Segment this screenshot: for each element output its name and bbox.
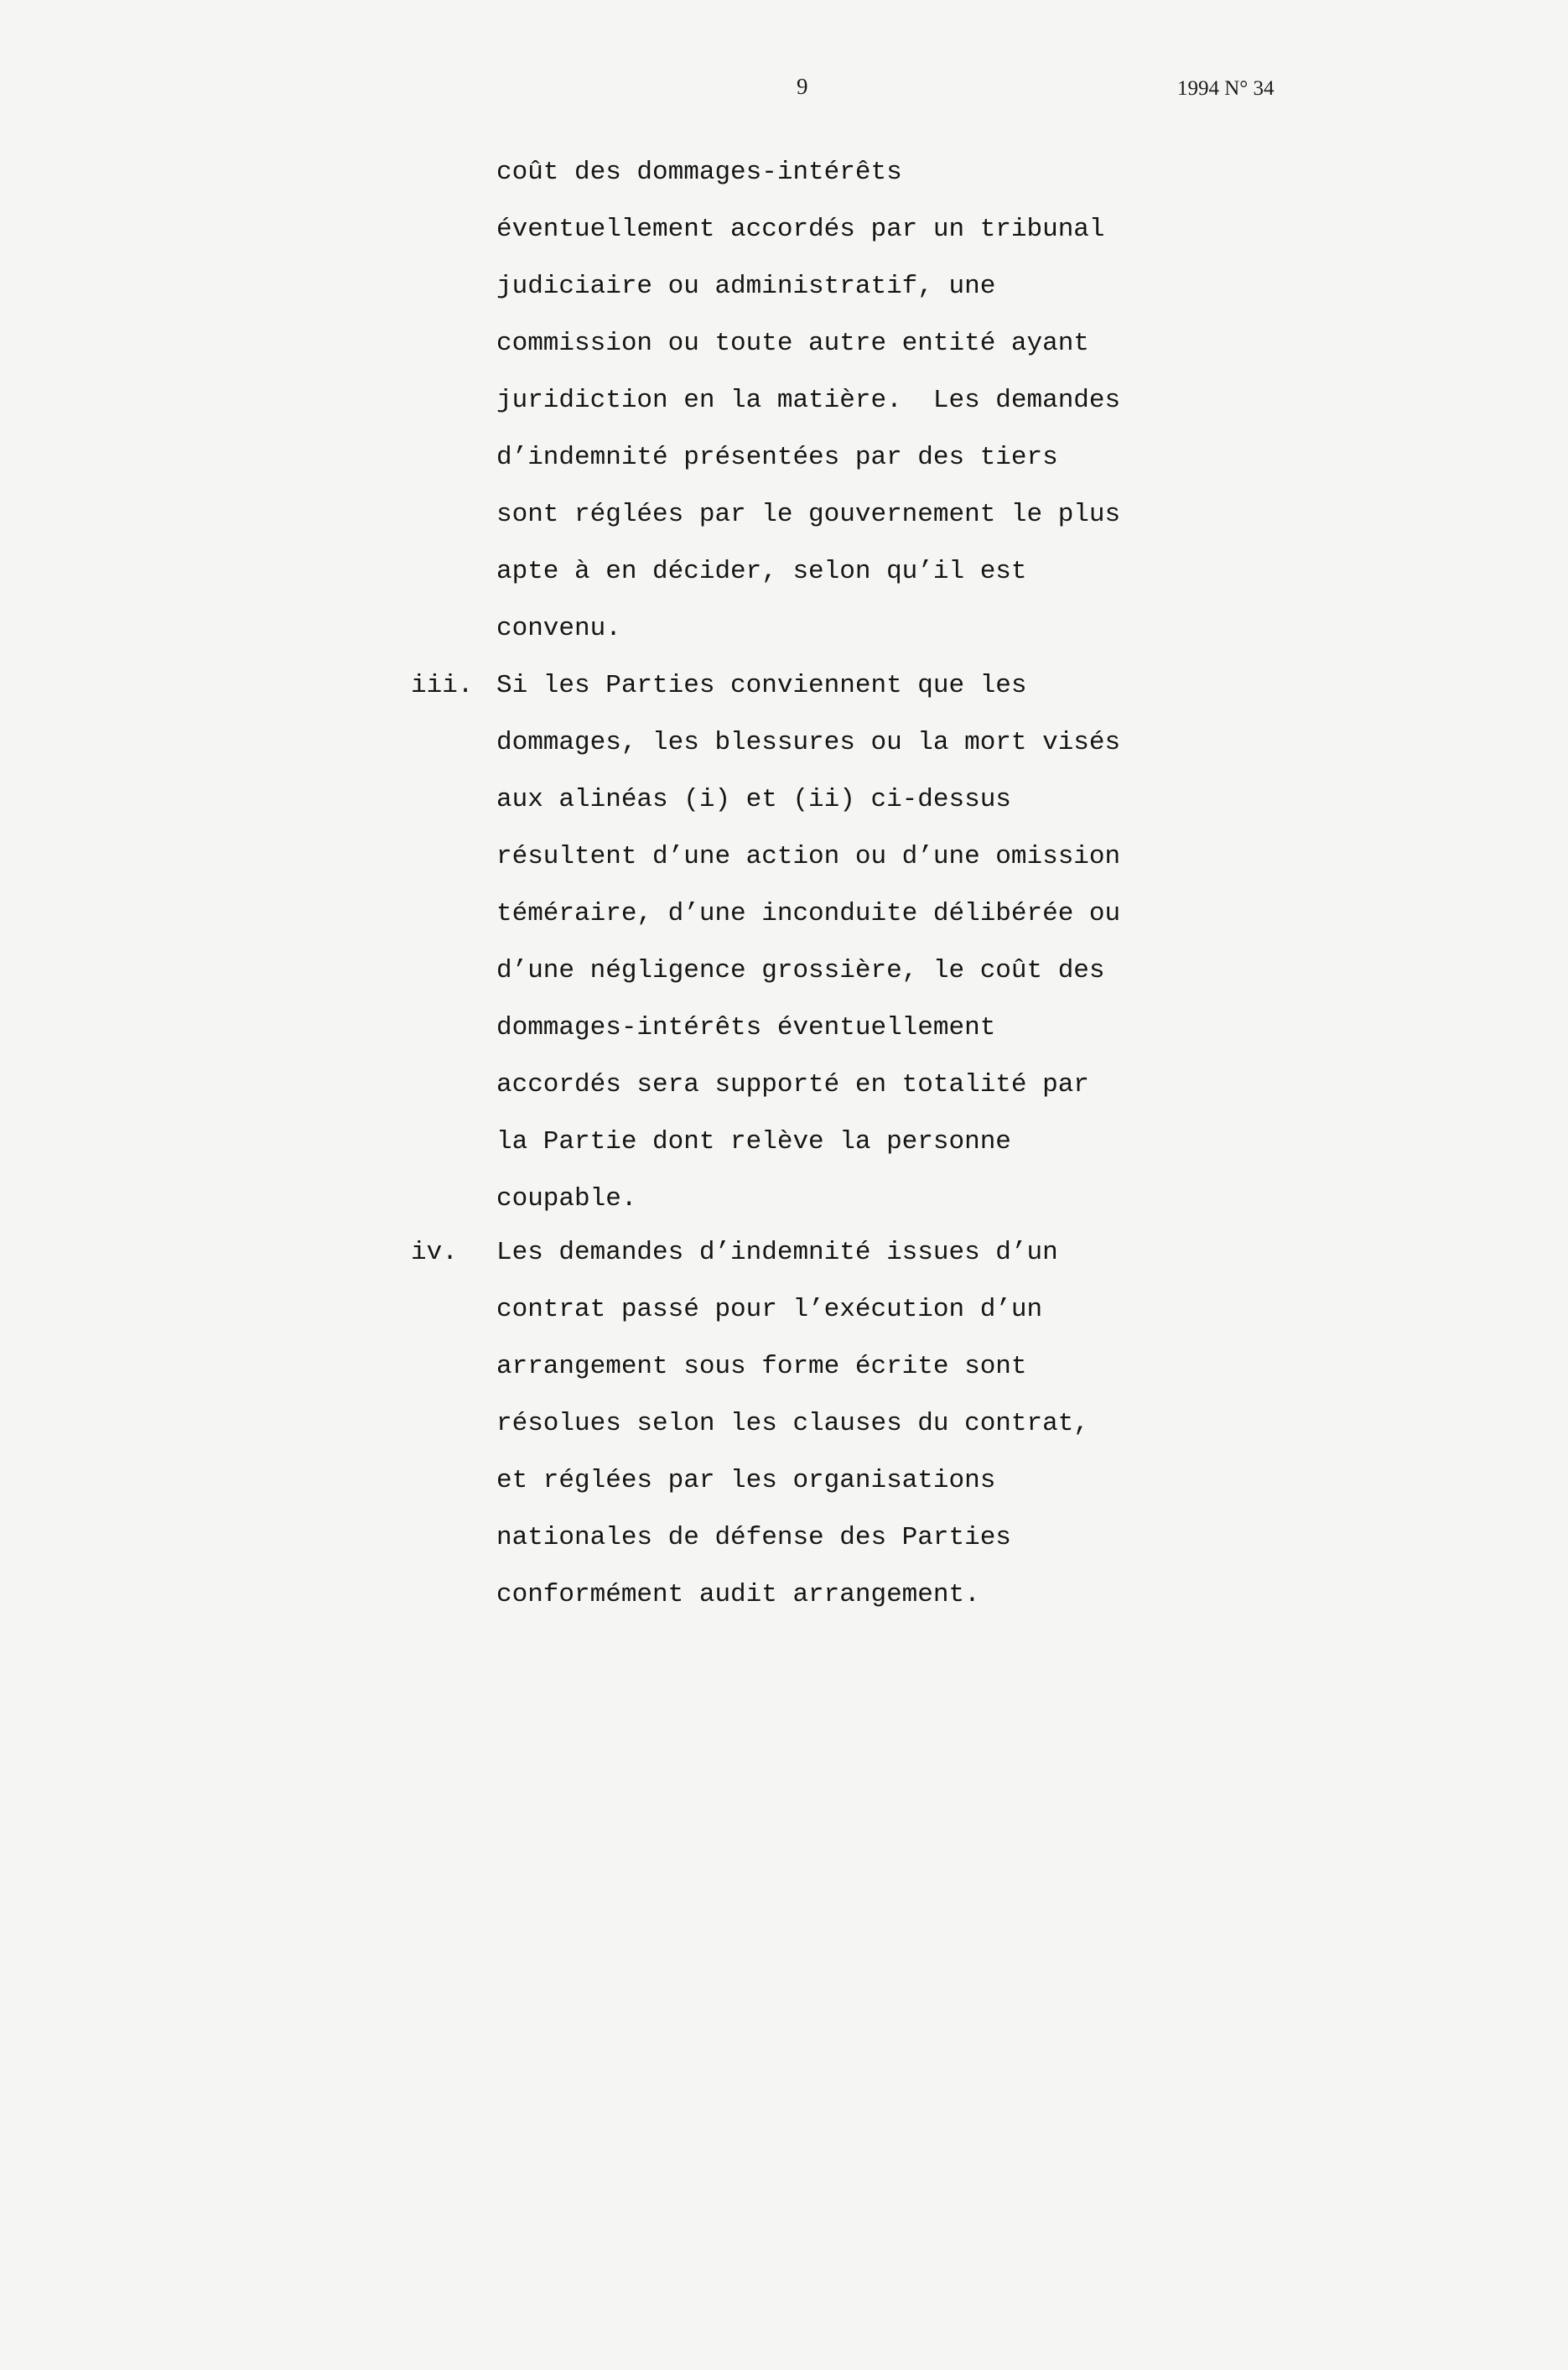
item-marker: iii. bbox=[411, 671, 474, 700]
text-line: d’une négligence grossière, le coût des bbox=[496, 956, 1105, 985]
text-line: d’indemnité présentées par des tiers bbox=[496, 443, 1058, 472]
text-line: la Partie dont relève la personne bbox=[496, 1127, 1011, 1156]
text-line: sont réglées par le gouvernement le plus bbox=[496, 500, 1121, 529]
text-line: accordés sera supporté en totalité par bbox=[496, 1070, 1089, 1099]
text-line: contrat passé pour l’exécution d’un bbox=[496, 1295, 1043, 1324]
text-line: téméraire, d’une inconduite délibérée ou bbox=[496, 899, 1121, 928]
text-line: coupable. bbox=[496, 1184, 637, 1214]
text-line: éventuellement accordés par un tribunal bbox=[496, 215, 1105, 244]
text-line: et réglées par les organisations bbox=[496, 1466, 996, 1495]
text-line: Si les Parties conviennent que les bbox=[496, 671, 1027, 700]
text-line: coût des dommages-intérêts bbox=[496, 158, 902, 187]
text-line: commission ou toute autre entité ayant bbox=[496, 329, 1089, 358]
text-line: résultent d’une action ou d’une omission bbox=[496, 842, 1121, 871]
text-line: Les demandes d’indemnité issues d’un bbox=[496, 1238, 1058, 1267]
text-line: judiciaire ou administratif, une bbox=[496, 272, 996, 301]
text-line: aux alinéas (i) et (ii) ci-dessus bbox=[496, 785, 1011, 814]
text-line: conformément audit arrangement. bbox=[496, 1580, 980, 1609]
item-marker: iv. bbox=[411, 1238, 458, 1267]
text-line: dommages, les blessures ou la mort visés bbox=[496, 728, 1121, 757]
document-reference: 1994 N° 34 bbox=[1177, 77, 1275, 100]
text-line: arrangement sous forme écrite sont bbox=[496, 1352, 1027, 1381]
text-line: apte à en décider, selon qu’il est bbox=[496, 557, 1027, 586]
text-line: dommages-intérêts éventuellement bbox=[496, 1013, 996, 1042]
text-line: résolues selon les clauses du contrat, bbox=[496, 1409, 1089, 1438]
text-line: juridiction en la matière. Les demandes bbox=[496, 386, 1121, 415]
page-number: 9 bbox=[797, 74, 808, 99]
text-line: nationales de défense des Parties bbox=[496, 1523, 1011, 1552]
text-line: convenu. bbox=[496, 614, 621, 643]
